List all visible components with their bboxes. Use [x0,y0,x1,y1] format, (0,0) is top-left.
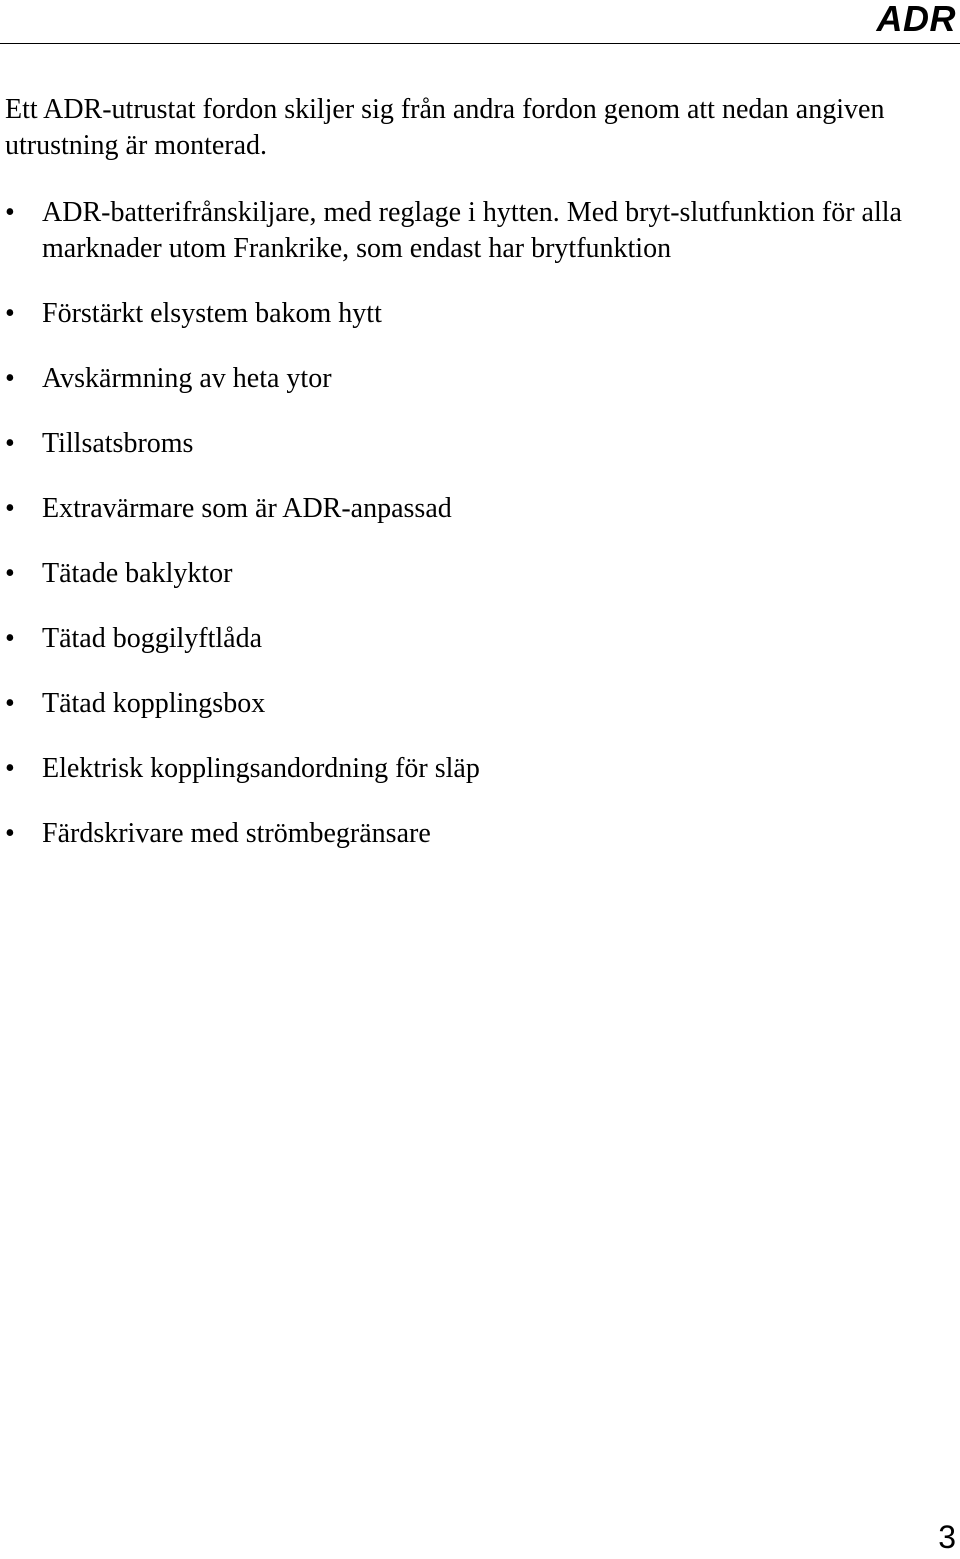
list-item-text: Förstärkt elsystem bakom hytt [42,298,382,329]
bullet-icon: • [5,363,15,394]
bullet-icon: • [5,558,15,589]
list-item-text: Elektrisk kopplingsandordning för släp [42,753,480,784]
bullet-icon: • [5,493,15,524]
list-item-text: Tätade baklyktor [42,558,233,589]
list-item-text: Färdskrivare med strömbegränsare [42,818,431,849]
list-item [0,816,960,852]
list-item [0,751,960,787]
page-header-title: ADR [876,0,956,39]
list-item [0,195,960,267]
bullet-icon: • [5,428,15,459]
list-item [0,296,960,332]
bullet-icon: • [5,688,15,719]
bullet-icon: • [5,197,15,228]
list-item-text: Avskärmning av heta ytor [42,363,332,394]
list-item [0,426,960,462]
list-item-text: Tätad kopplingsbox [42,688,266,719]
intro-paragraph: Ett ADR-utrustat fordon skiljer sig från andra fordon genom att nedan angiven utrustning är monterad. [5,94,885,161]
list-item-text: Tillsatsbroms [42,428,194,459]
bullet-icon: • [5,753,15,784]
list-item [0,491,960,527]
header-rule [0,43,960,44]
list-item [0,621,960,657]
bullet-icon: • [5,298,15,329]
list-item-text: ADR-batterifrånskiljare, med reglage i hytten. Med bryt-slutfunktion för alla marknader utom Frankrike, som endast har brytfunktion [42,197,902,264]
page-number: 3 [938,1519,956,1555]
list-item [0,686,960,722]
list-item-text: Extravärmare som är ADR-anpassad [42,493,452,524]
list-item [0,361,960,397]
list-item-text: Tätad boggilyftlåda [42,623,263,654]
bullet-icon: • [5,818,15,849]
bullet-icon: • [5,623,15,654]
equipment-list [0,195,960,881]
list-item [0,556,960,592]
